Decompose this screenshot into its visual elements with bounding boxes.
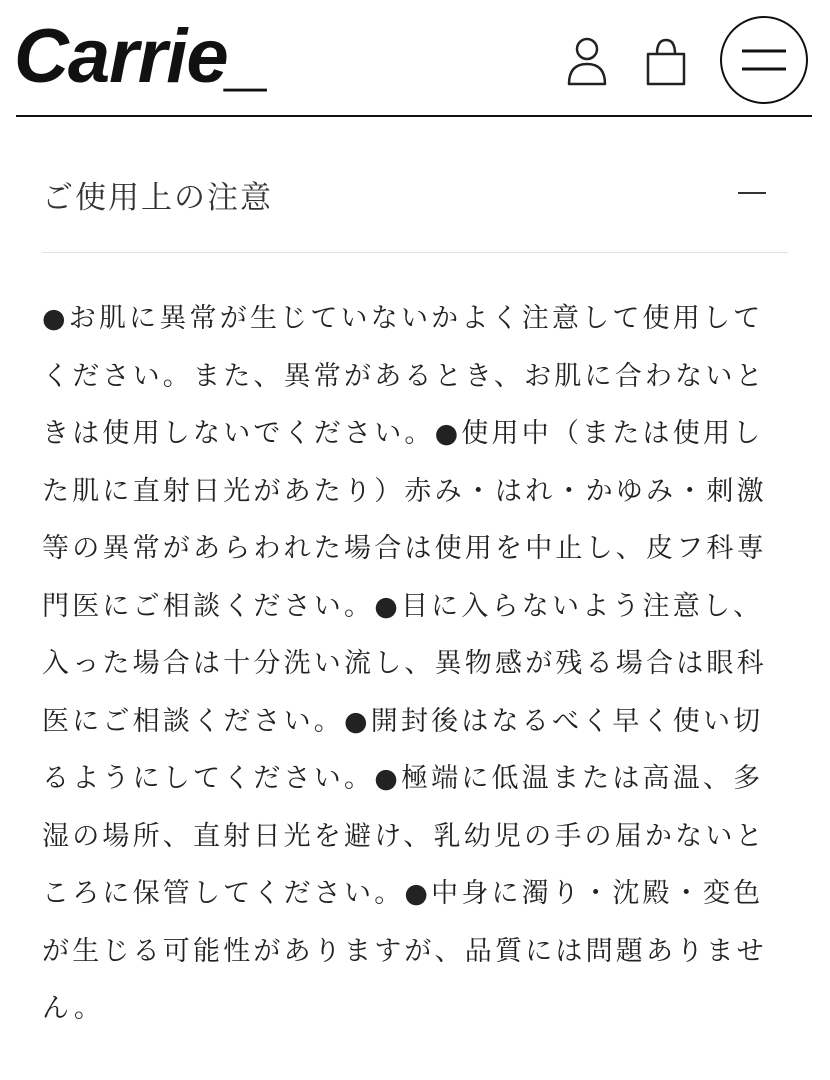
cart-button[interactable] [642,34,690,88]
site-header [0,0,830,118]
brand-logo[interactable]: Carrie_ [14,14,269,99]
accordion-divider [42,252,788,253]
menu-icon [740,45,788,75]
header-divider [16,115,812,117]
menu-button[interactable] [720,16,808,104]
account-button[interactable] [564,34,610,88]
accordion-header-precautions[interactable] [42,150,788,240]
bag-icon [644,36,688,86]
account-icon [566,36,608,86]
accordion-body-text: ●お肌に異常が生じていないかよく注意して使用してください。また、異常があるとき、お肌に合わないときは使用しないでください。●使用中（または使用した肌に直射日光があたり）赤み・はれ・かゆみ・刺激等の異常があらわれた場合は使用を中止し、皮フ科専門医にご相談ください。●目に入らないよう注意し、入った場合は十分洗い流し、異物感が残る場合は眼科医にご相談ください。●開封後はなるべく早く使い切るようにしてください。●極端に低温または高温、多湿の場所、直射日光を避け、乳幼児の手の届かないところに保管してください。●中身に濁り・沈殿・変色が生じる可能性がありますが、品質には問題ありません。 [42,303,767,1024]
collapse-icon[interactable] [738,192,766,194]
accordion-title: ご使用上の注意 [42,180,273,216]
